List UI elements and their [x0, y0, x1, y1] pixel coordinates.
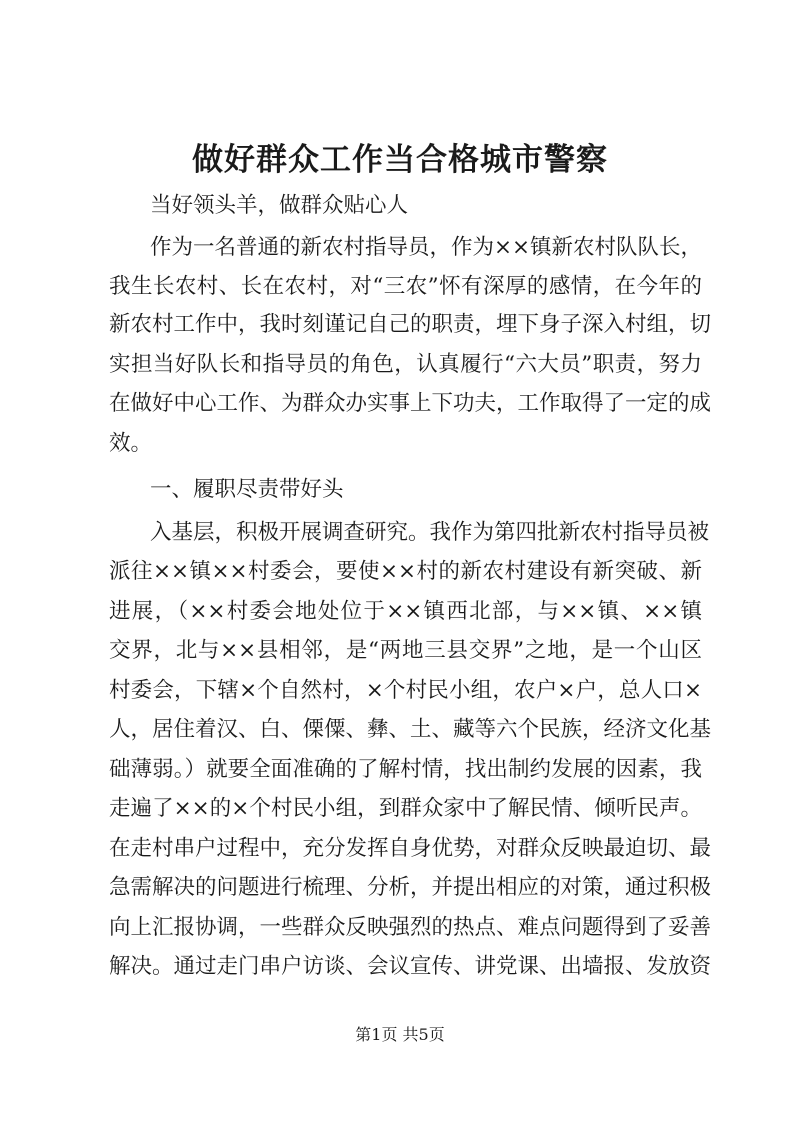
paragraph-line: 急需解决的问题进行梳理、分析，并提出相应的对策，通过积极	[109, 875, 712, 900]
paragraph-line: 走遍了××的×个村民小组，到群众家中了解民情、倾听民声。	[109, 796, 702, 821]
document-title: 做好群众工作当合格城市警察	[192, 142, 608, 178]
paragraph-line: 解决。通过走门串户访谈、会议宣传、讲党课、出墙报、发放资	[109, 954, 712, 979]
paragraph-line: 人，居住着汉、白、傈僳、彝、土、藏等六个民族，经济文化基	[109, 717, 712, 742]
paragraph-line: 进展，（××村委会地处位于××镇西北部，与××镇、××镇	[109, 599, 702, 624]
paragraph-line: 在做好中心工作、为群众办实事上下功夫，工作取得了一定的成	[109, 391, 712, 416]
paragraph-line: 我生长农村、长在农村，对“三农”怀有深厚的感情，在今年的	[109, 274, 702, 299]
paragraph-line: 础薄弱。）就要全面准确的了解村情，找出制约发展的因素，我	[109, 757, 702, 782]
paragraph-line: 派往××镇××村委会，要使××村的新农村建设有新突破、新	[109, 559, 702, 584]
paragraph-line: 村委会，下辖×个自然村，×个村民小组，农户×户，总人口×	[109, 678, 702, 703]
page-footer: 第1页 共5页	[355, 1025, 445, 1044]
paragraph-line: 作为一名普通的新农村指导员，作为××镇新农村队队长，	[150, 235, 703, 260]
paragraph-line: 效。	[109, 431, 153, 456]
paragraph-line: 入基层，积极开展调查研究。我作为第四批新农村指导员被	[150, 520, 710, 545]
paragraph-line: 交界，北与××县相邻，是“两地三县交界”之地，是一个山区	[109, 638, 702, 663]
paragraph-line: 新农村工作中，我时刻谨记自己的职责，埋下身子深入村组，切	[109, 312, 712, 337]
section-heading: 一、履职尽责带好头	[150, 477, 344, 502]
paragraph-line: 实担当好队长和指导员的角色，认真履行“六大员”职责，努力	[109, 352, 702, 377]
paragraph-line: 在走村串户过程中，充分发挥自身优势，对群众反映最迫切、最	[109, 836, 712, 861]
paragraph-line: 向上汇报协调，一些群众反映强烈的热点、难点问题得到了妥善	[109, 915, 712, 940]
subtitle-line: 当好领头羊，做群众贴心人	[150, 193, 409, 218]
